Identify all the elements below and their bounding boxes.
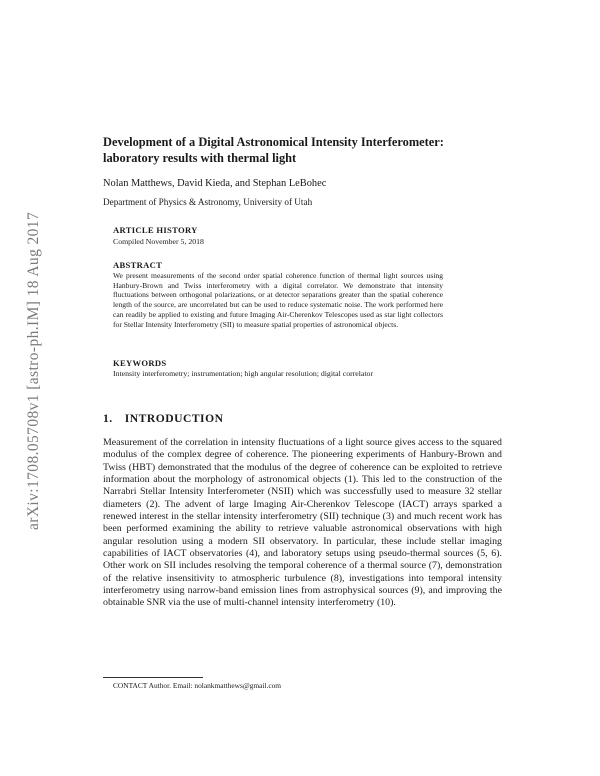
article-history bbox=[113, 225, 204, 246]
introduction-paragraph: Measurement of the correlation in intensity fluctuations of a light source gives access to the squared modulus of the complex degree of coherence. The pioneering experiments of Hanbury-Brown and Twiss (HBT) demonstrated that the modulus of the degree of coherence can be exploited to retrieve information about the morphology of astronomical objects (1). This led to the construction of the Narrabri Stellar Intensity Interferometer (NSII) which was successfully used to measure 32 stellar diameters (2). The advent of large Imaging Air-Cherenkov Telescope (IACT) arrays sparked a renewed interest in the stellar intensity interferometry (SII) technique (3) and much recent work has been performed examining the ability to retrieve valuable astronomical observations with high angular resolution using a modern SII observatory. In particular, these include stellar imaging capabilities of IACT observatories (4), and laboratory setups using pseudo-thermal sources (5, 6). Other work on SII includes resolving the temporal coherence of a thermal source (7), demonstration of the relative insensitivity to atmospheric turbulence (8), investigations into temporal intensity interferometry using narrow-band emission lines from astrophysical sources (9), and improving the obtainable SNR via the use of multi-channel intensity interferometry (10). bbox=[103, 437, 502, 609]
keywords-section bbox=[113, 358, 443, 379]
arxiv-identifier: arXiv:1708.05708v1 [astro-ph.IM] 18 Aug 2017 bbox=[25, 211, 42, 530]
keywords-text: Intensity interferometry; instrumentation; high angular resolution; digital correlator bbox=[113, 369, 374, 378]
footnote-divider bbox=[103, 677, 203, 678]
section-number: 1. bbox=[103, 412, 113, 425]
article-history-heading: ARTICLE HISTORY bbox=[113, 225, 198, 235]
abstract-section bbox=[113, 260, 443, 329]
author-list: Nolan Matthews, David Kieda, and Stephan LeBohec bbox=[103, 178, 327, 189]
introduction-heading bbox=[103, 412, 223, 425]
keywords-heading: KEYWORDS bbox=[113, 358, 167, 368]
section-title: INTRODUCTION bbox=[124, 412, 224, 425]
paper-title: Development of a Digital Astronomical Intensity Interferometer: laboratory results with thermal light bbox=[103, 135, 444, 165]
abstract-text: We present measurements of the second order spatial coherence function of thermal light sources using Hanbury-Brown and Twiss interferometry with a digital correlator. We demonstrate that intensity fluctuations between orthogonal polarizations, or at detector separations greater than the spatial coherence length of the source, are uncorrelated but can be used to reduce systematic noise. The work performed here can readily be applied to existing and future Imaging Air-Cherenkov Telescopes used as star light collectors for Stellar Intensity Interferometry (SII) to measure spatial properties of astronomical objects. bbox=[113, 271, 443, 329]
contact-footnote: CONTACT Author. Email: nolankmatthews@gmail.com bbox=[113, 681, 282, 690]
abstract-heading: ABSTRACT bbox=[113, 260, 163, 270]
compiled-date: Compiled November 5, 2018 bbox=[113, 237, 204, 246]
affiliation: Department of Physics & Astronomy, University of Utah bbox=[103, 197, 313, 207]
